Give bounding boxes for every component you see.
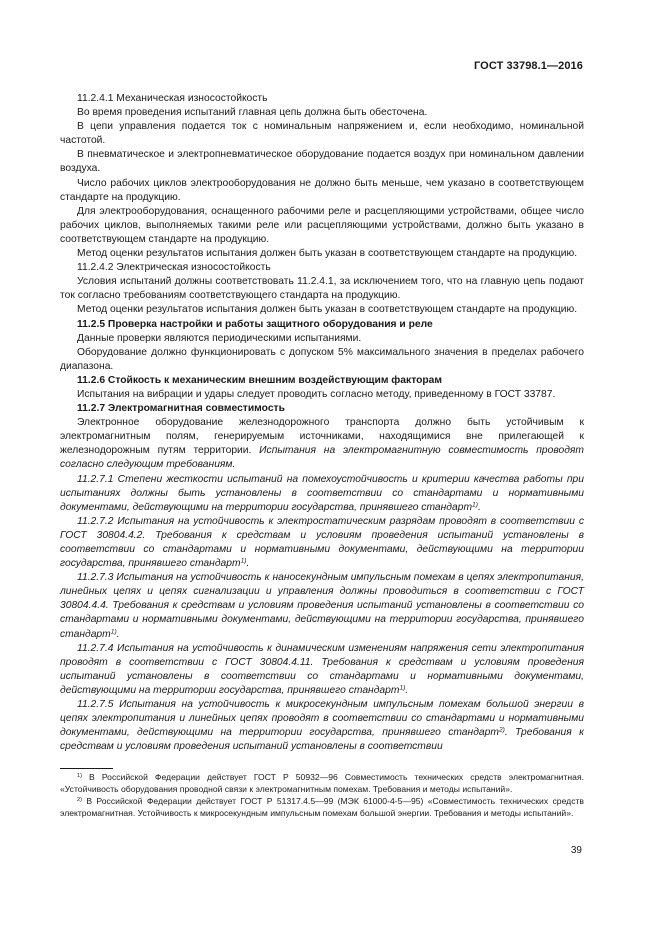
paragraph: В цепи управления подается ток с номинальным напряжением и, если необходимо, номинальной частотой. — [60, 121, 584, 147]
paragraph: В пневматическое и электропневматическое оборудование подается воздух при номинальном давлении воздуха. — [60, 149, 584, 175]
paragraph-text: 11.2.7.1 Степени жесткости испытаний на помехоустойчивость и критерии качества работы при испытаниях должны быть установлены в соответствии со стандартами и нормативными документами, действующими на территории государства, принявшего стандарт — [60, 473, 584, 513]
footnote — [60, 795, 584, 819]
paragraph-text: 11.2.7.2 Испытания на устойчивость к электростатическим разрядам проводят в соответствии с ГОСТ 30804.4.2. Требования к средствам и условиям проведения испытаний установлены в соответствии со стандартами и нормативными документами, действующими на территории государства, принявшего стандарт — [60, 515, 584, 570]
paragraph: Испытания на вибрации и удары следует проводить согласно методу, приведенному в ГОСТ 33787. — [77, 388, 556, 400]
paragraph-tail: . — [116, 628, 120, 640]
footnote-mark: 1) — [77, 772, 82, 779]
paragraph-italic — [60, 515, 584, 571]
subsection-heading: 11.2.4.1 Механическая износостойкость — [77, 93, 268, 104]
paragraph-italic — [60, 642, 584, 698]
footnote-text: В Российской Федерации действует ГОСТ Р 50932—96 Совместимость технических средств электромагнитная. «Устойчивость оборудования проводной связи к электромагнитным помехам. Требования и методы испытаний». — [60, 772, 584, 794]
footnote-ref: 1) — [399, 684, 406, 692]
footnote-text: В Российской Федерации действует ГОСТ Р 51317.4.5—99 (МЭК 61000-4-5—95) «Совместимость технических средств электромагнитная. Устойчивость к микросекундным импульсным помехам большой энергии. Требования и методы испытаний». — [60, 796, 584, 818]
paragraph-text: 11.2.7.5 Испытания на устойчивость к микросекундным импульсным помехам большой энергии в цепях электропитания и линейных цепях проводят в соответствии со стандартами и нормативными документами, действующими на территории государства, принявшего стандарт — [60, 699, 584, 739]
footnote-mark: 2) — [77, 796, 82, 803]
paragraph-italic — [60, 571, 584, 641]
subsection-heading: 11.2.4.2 Электрическая износостойкость — [77, 262, 271, 274]
paragraph: Данные проверки являются периодическими испытаниями. — [77, 332, 362, 344]
paragraph: Метод оценки результатов испытания должен быть указан в соответствующем стандарте на продукцию. — [77, 248, 578, 260]
paragraph-tail: . — [477, 501, 481, 513]
paragraph — [60, 416, 584, 472]
paragraph: Для электрооборудования, оснащенного рабочими реле и расцепляющими устройствами, общее число рабочих циклов, выполняемых такими реле или расцепляющими устройствами, должно быть указано в соответствующем стандарте на продукцию. — [60, 205, 584, 245]
footnote-divider — [60, 768, 113, 769]
paragraph-text: Электронное оборудование железнодорожного транспорта должно быть устойчивым к электромагнитным полям, генерируемым источниками, находящимися вне прилегающей к железнодорожным путям территории. — [60, 417, 584, 457]
footnote-ref: 1) — [472, 501, 478, 509]
paragraph-text: 11.2.7.3 Испытания на устойчивость к наносекундным импульсным помехам в цепях электропитания, линейных цепях и цепях сигнализации и управления должны проводиться в соответствии с ГОСТ 30804.4.4. Требования к средствам и условиям проведения испытаний установлены в соответствии со стандартами и нормативными документами, действующими на территории государства, принявшего стандарт — [60, 572, 584, 640]
footnote — [60, 771, 584, 795]
paragraph-tail: . — [405, 684, 409, 696]
section-heading: 11.2.6 Стойкость к механическим внешним воздействующим факторам — [77, 374, 443, 386]
page-body — [60, 92, 584, 754]
paragraph: Условия испытаний должны соответствовать 11.2.4.1, за исключением того, что на главную цепь подают ток согласно требованиям соответствующего стандарта на продукцию. — [60, 276, 584, 302]
section-heading: 11.2.7 Электромагнитная совместимость — [77, 403, 285, 415]
footnote-ref: 1) — [240, 557, 247, 565]
section-heading: 11.2.5 Проверка настройки и работы защитного оборудования и реле — [77, 318, 433, 330]
footnote-ref: 2) — [498, 726, 505, 734]
paragraph-italic-text: Испытания на электромагнитную совместимость проводят согласно следующим требованиям. — [60, 445, 584, 471]
paragraph-italic — [60, 698, 584, 754]
footnote-ref: 1) — [110, 627, 117, 635]
paragraph-tail: . — [246, 558, 250, 570]
document-header: ГОСТ 33798.1—2016 — [473, 60, 583, 72]
paragraph-text: 11.2.7.4 Испытания на устойчивость к динамическим изменениям напряжения сети электропитания проводят в соответствии с ГОСТ 30804.4.11. Требования к средствам и условиям проведения испытаний установлены в соответствии со стандартами и нормативными документами, действующими на территории государства, принявшего стандарт — [60, 642, 584, 696]
paragraph: Оборудование должно функционировать с допуском 5% максимального значения в пределах рабочего диапазона. — [60, 346, 584, 372]
paragraph-tail: . Требования к средствам и условиям проведения испытаний установлены в соответствии — [60, 727, 584, 753]
footnotes — [60, 771, 584, 819]
paragraph: Метод оценки результатов испытания должен быть указан в соответствующем стандарте на продукцию. — [77, 304, 578, 316]
paragraph: Во время проведения испытаний главная цепь должна быть обесточена. — [77, 107, 428, 119]
paragraph: Число рабочих циклов электрооборудования не должно быть меньше, чем указано в соответствующем стандарте на продукцию. — [60, 177, 584, 203]
page-number: 39 — [570, 845, 582, 856]
paragraph-italic — [60, 473, 584, 515]
